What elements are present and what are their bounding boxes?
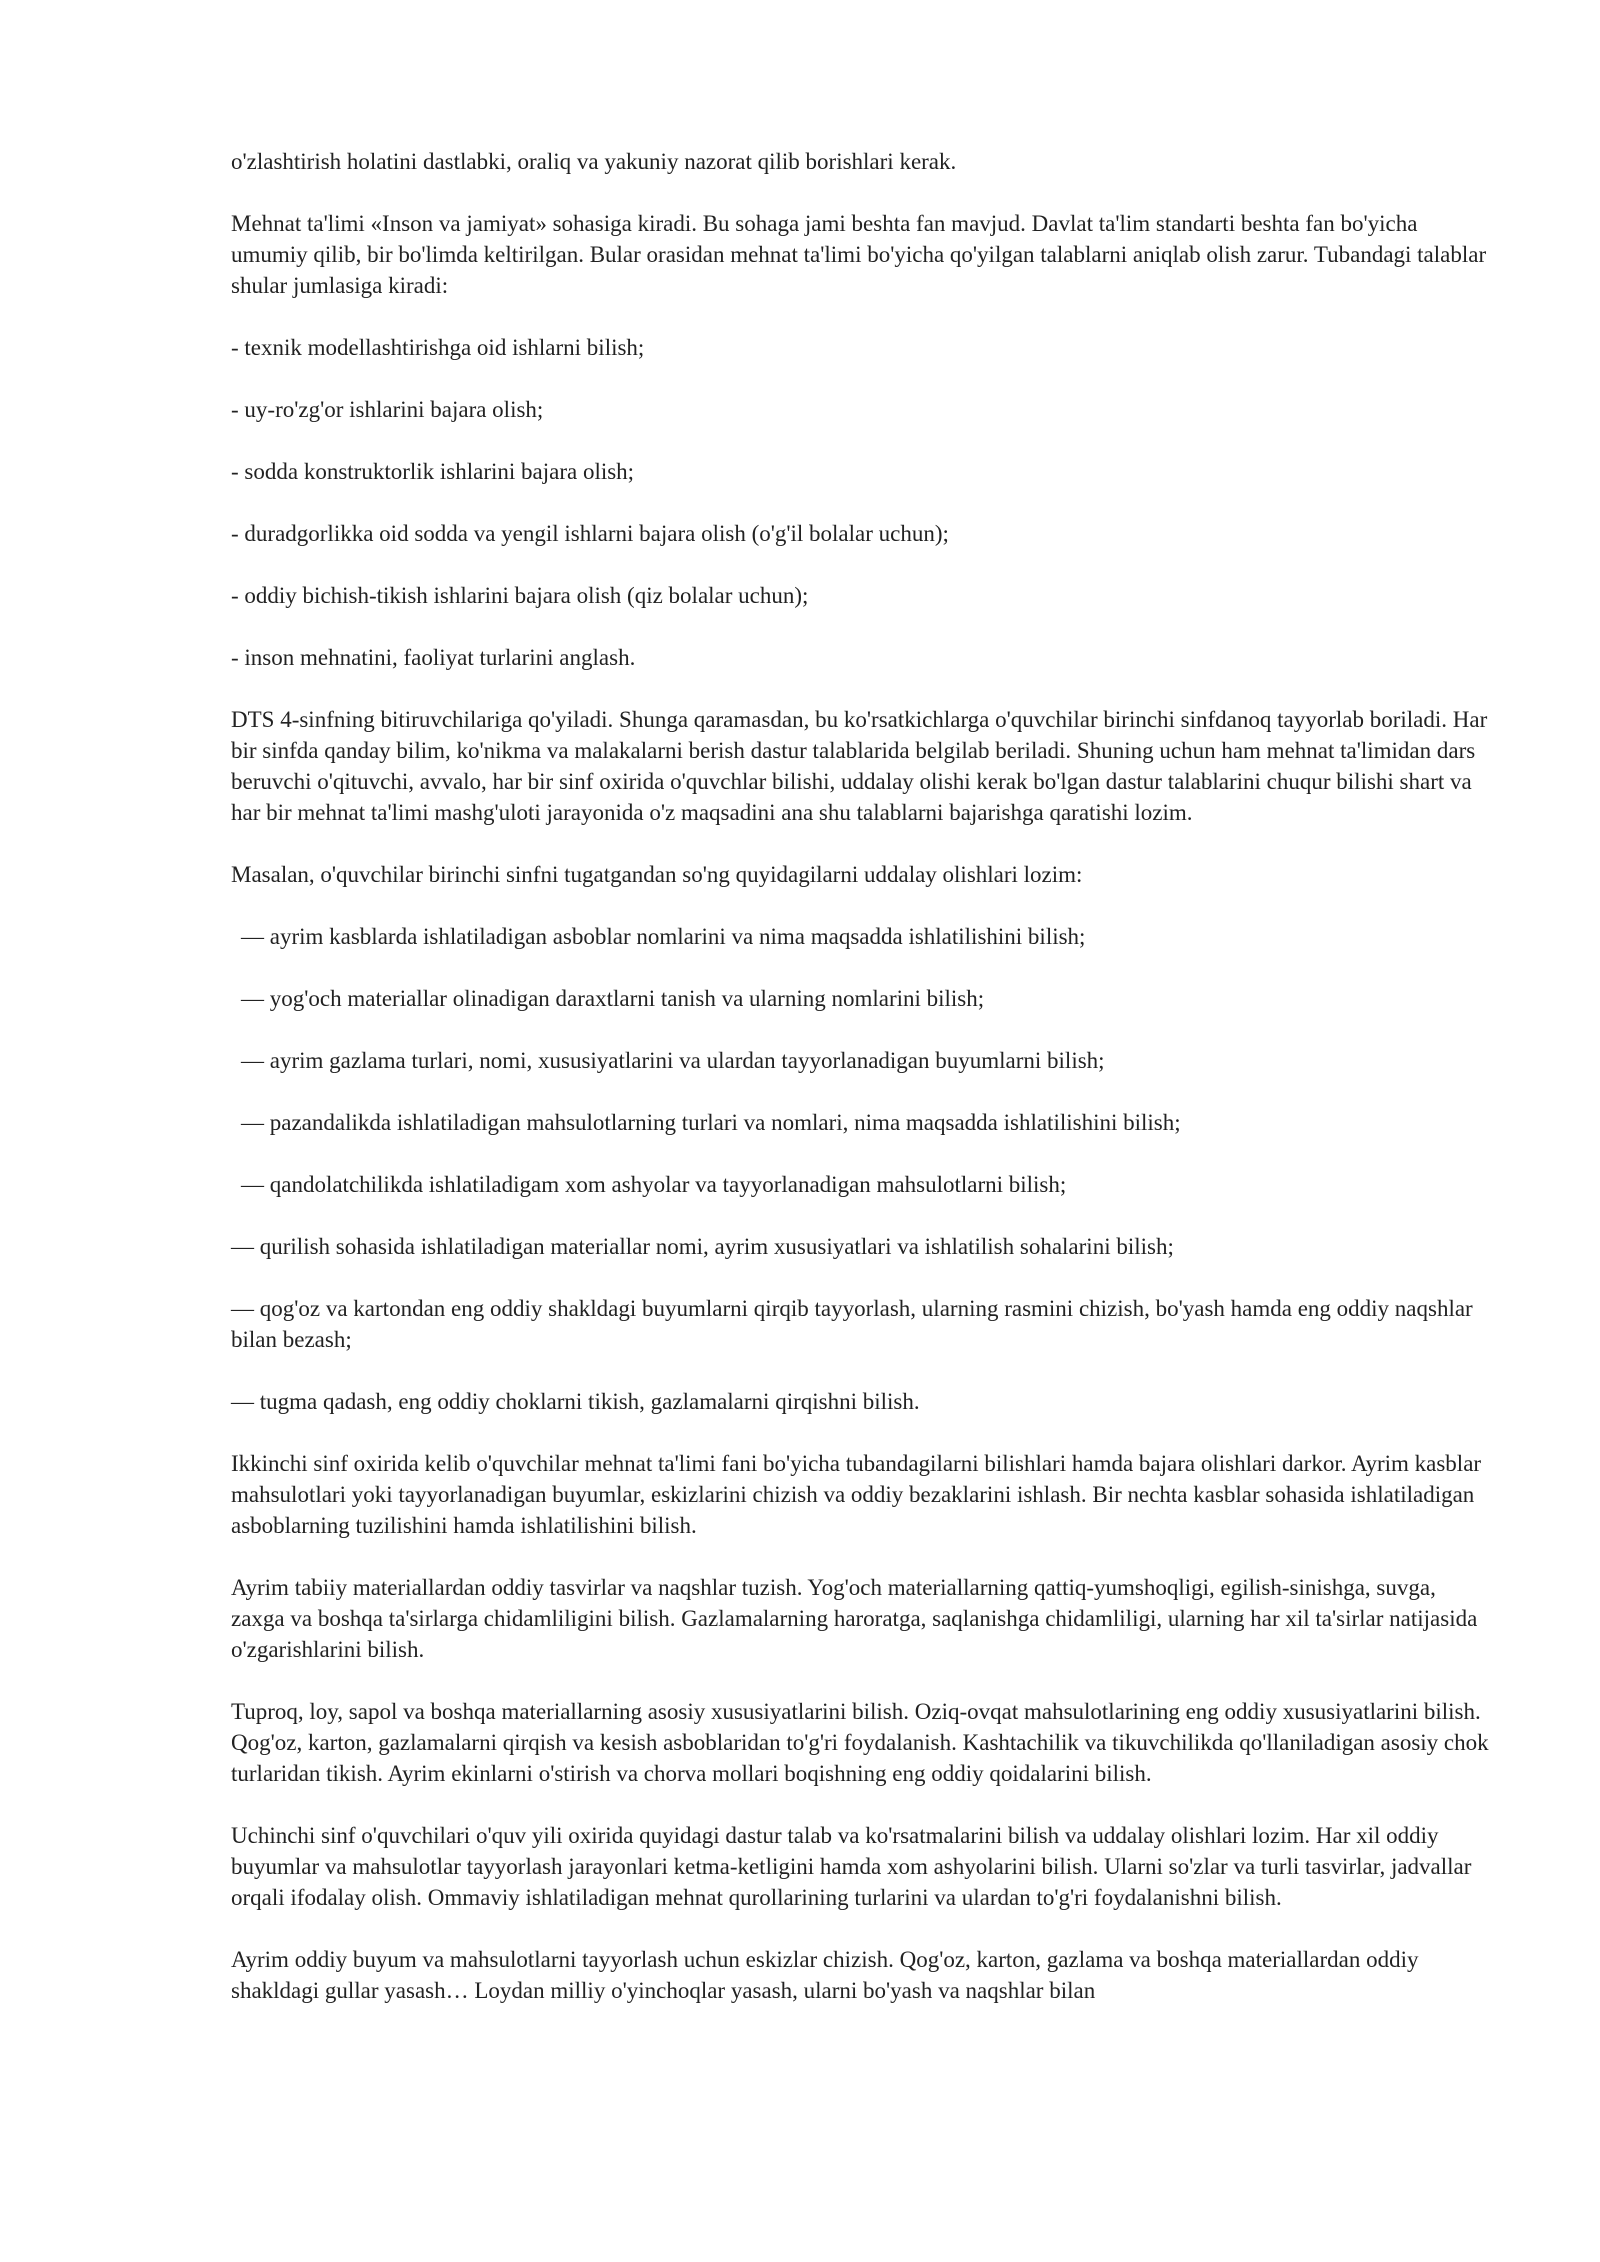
list-item-requirement-5: - oddiy bichish-tikish ishlarini bajara olish (qiz bolalar uchun); [231,583,809,608]
paragraph-third-grade: Uchinchi sinf o'quvchilari o'quv yili oxirida quyidagi dastur talab va ko'rsatmalarini bilish va uddalay olishlari lozim. Har xil oddiy buyumlar va mahsulotlar tayyorlash jarayonlari ketma-ketligini hamda xom ashyolarini bilish. Ularni so'zlar va turli tasvirlar, jadvallar orqali ifodalay olish. Ommaviy ishlatiladigan mehnat qurollarining turlarini va ulardan to'g'ri foydalanishni bilish. [231,1823,1472,1910]
list-item-first-grade-8: — tugma qadash, eng oddiy choklarni tikish, gazlamalarni qirqishni bilish. [231,1389,920,1414]
list-item-requirement-3: - sodda konstruktorlik ishlarini bajara olish; [231,459,635,484]
paragraph-second-grade: Ikkinchi sinf oxirida kelib o'quvchilar mehnat ta'limi fani bo'yicha tubandagilarni bilishlari hamda bajara olishlari darkor. Ayrim kasblar mahsulotlari yoki tayyorlanadigan buyumlar, eskizlarini chizish va oddiy bezaklarini ishlash. Bir nechta kasblar sohasida ishlatiladigan asboblarning tuzilishini hamda ishlatilishini bilish. [231,1451,1482,1538]
list-item-first-grade-5: — qandolatchilikda ishlatiladigam xom ashyolar va tayyorlanadigan mahsulotlarni bilish; [241,1172,1067,1197]
paragraph-first-grade-intro: Masalan, o'quvchilar birinchi sinfni tugatgandan so'ng quyidagilarni uddalay olishlari lozim: [231,862,1083,887]
list-item-requirement-1: - texnik modellashtirishga oid ishlarni bilish; [231,335,645,360]
paragraph-dts-grade-4: DTS 4-sinfning bitiruvchilariga qo'yiladi. Shunga qaramasdan, bu ko'rsatkichlarga o'quvchilar birinchi sinfdanoq tayyorlab boriladi. Har bir sinfda qanday bilim, ko'nikma va malakalarni berish dastur talablarida belgilab beriladi. Shuning uchun ham mehnat ta'limidan dars beruvchi o'qituvchi, avvalo, har bir sinf oxirida o'quvchlar bilishi, uddalay olishi kerak bo'lgan dastur talablarini chuqur bilishi shart va har bir mehnat ta'limi mashg'uloti jarayonida o'z maqsadini ana shu talablarni bajarishga qaratishi lozim. [231,707,1488,825]
list-item-requirement-6: - inson mehnatini, faoliyat turlarini anglash. [231,645,636,670]
list-item-first-grade-4: — pazandalikda ishlatiladigan mahsulotlarning turlari va nomlari, nima maqsadda ishlatilishini bilish; [241,1110,1181,1135]
list-item-first-grade-2: — yog'och materiallar olinadigan daraxtlarni tanish va ularning nomlarini bilish; [241,986,985,1011]
paragraph-sketches-crafts: Ayrim oddiy buyum va mahsulotlarni tayyorlash uchun eskizlar chizish. Qog'oz, karton, gazlama va boshqa materiallardan oddiy shakldagi gullar yasash… Loydan milliy o'yinchoqlar yasash, ularni bo'yash va naqshlar bilan [231,1947,1419,2003]
paragraph-labor-education-domain: Mehnat ta'limi «Inson va jamiyat» sohasiga kiradi. Bu sohaga jami beshta fan mavjud. Davlat ta'lim standarti beshta fan bo'yicha umumiy qilib, bir bo'limda keltirilgan. Bular orasidan mehnat ta'limi bo'yicha qo'yilgan talablarni aniqlab olish zarur. Tubandagi talablar shular jumlasiga kiradi: [231,211,1487,298]
paragraph-intro-continuation: o'zlashtirish holatini dastlabki, oraliq va yakuniy nazorat qilib borishlari kerak. [231,149,957,174]
paragraph-soil-clay-materials: Tuproq, loy, sapol va boshqa materiallarning asosiy xususiyatlarini bilish. Oziq-ovqat mahsulotlarining eng oddiy xususiyatlarini bilish. Qog'oz, karton, gazlamalarni qirqish va kesish asboblaridan to'g'ri foydalanish. Kashtachilik va tikuvchilikda qo'llaniladigan asosiy chok turlaridan tikish. Ayrim ekinlarni o'stirish va chorva mollari boqishning eng oddiy qoidalarini bilish. [231,1699,1489,1786]
list-item-requirement-4: - duradgorlikka oid sodda va yengil ishlarni bajara olish (o'g'il bolalar uchun); [231,521,949,546]
list-item-first-grade-6: — qurilish sohasida ishlatiladigan materiallar nomi, ayrim xususiyatlari va ishlatilish sohalarini bilish; [231,1234,1174,1259]
paragraph-natural-materials: Ayrim tabiiy materiallardan oddiy tasvirlar va naqshlar tuzish. Yog'och materiallarning qattiq-yumshoqligi, egilish-sinishga, suvga, zaxga va boshqa ta'sirlarga chidamliligini bilish. Gazlamalarning haroratga, saqlanishga chidamliligi, ularning har xil ta'sirlar natijasida o'zgarishlarini bilish. [231,1575,1478,1662]
list-item-first-grade-7: — qog'oz va kartondan eng oddiy shakldagi buyumlarni qirqib tayyorlash, ularning rasmini chizish, bo'yash hamda eng oddiy naqshlar bilan bezash; [231,1296,1473,1352]
document-page [231,146,1491,2006]
list-item-first-grade-1: — ayrim kasblarda ishlatiladigan asboblar nomlarini va nima maqsadda ishlatilishini bilish; [241,924,1086,949]
list-item-first-grade-3: — ayrim gazlama turlari, nomi, xususiyatlarini va ulardan tayyorlanadigan buyumlarni bilish; [241,1048,1105,1073]
list-item-requirement-2: - uy-ro'zg'or ishlarini bajara olish; [231,397,544,422]
